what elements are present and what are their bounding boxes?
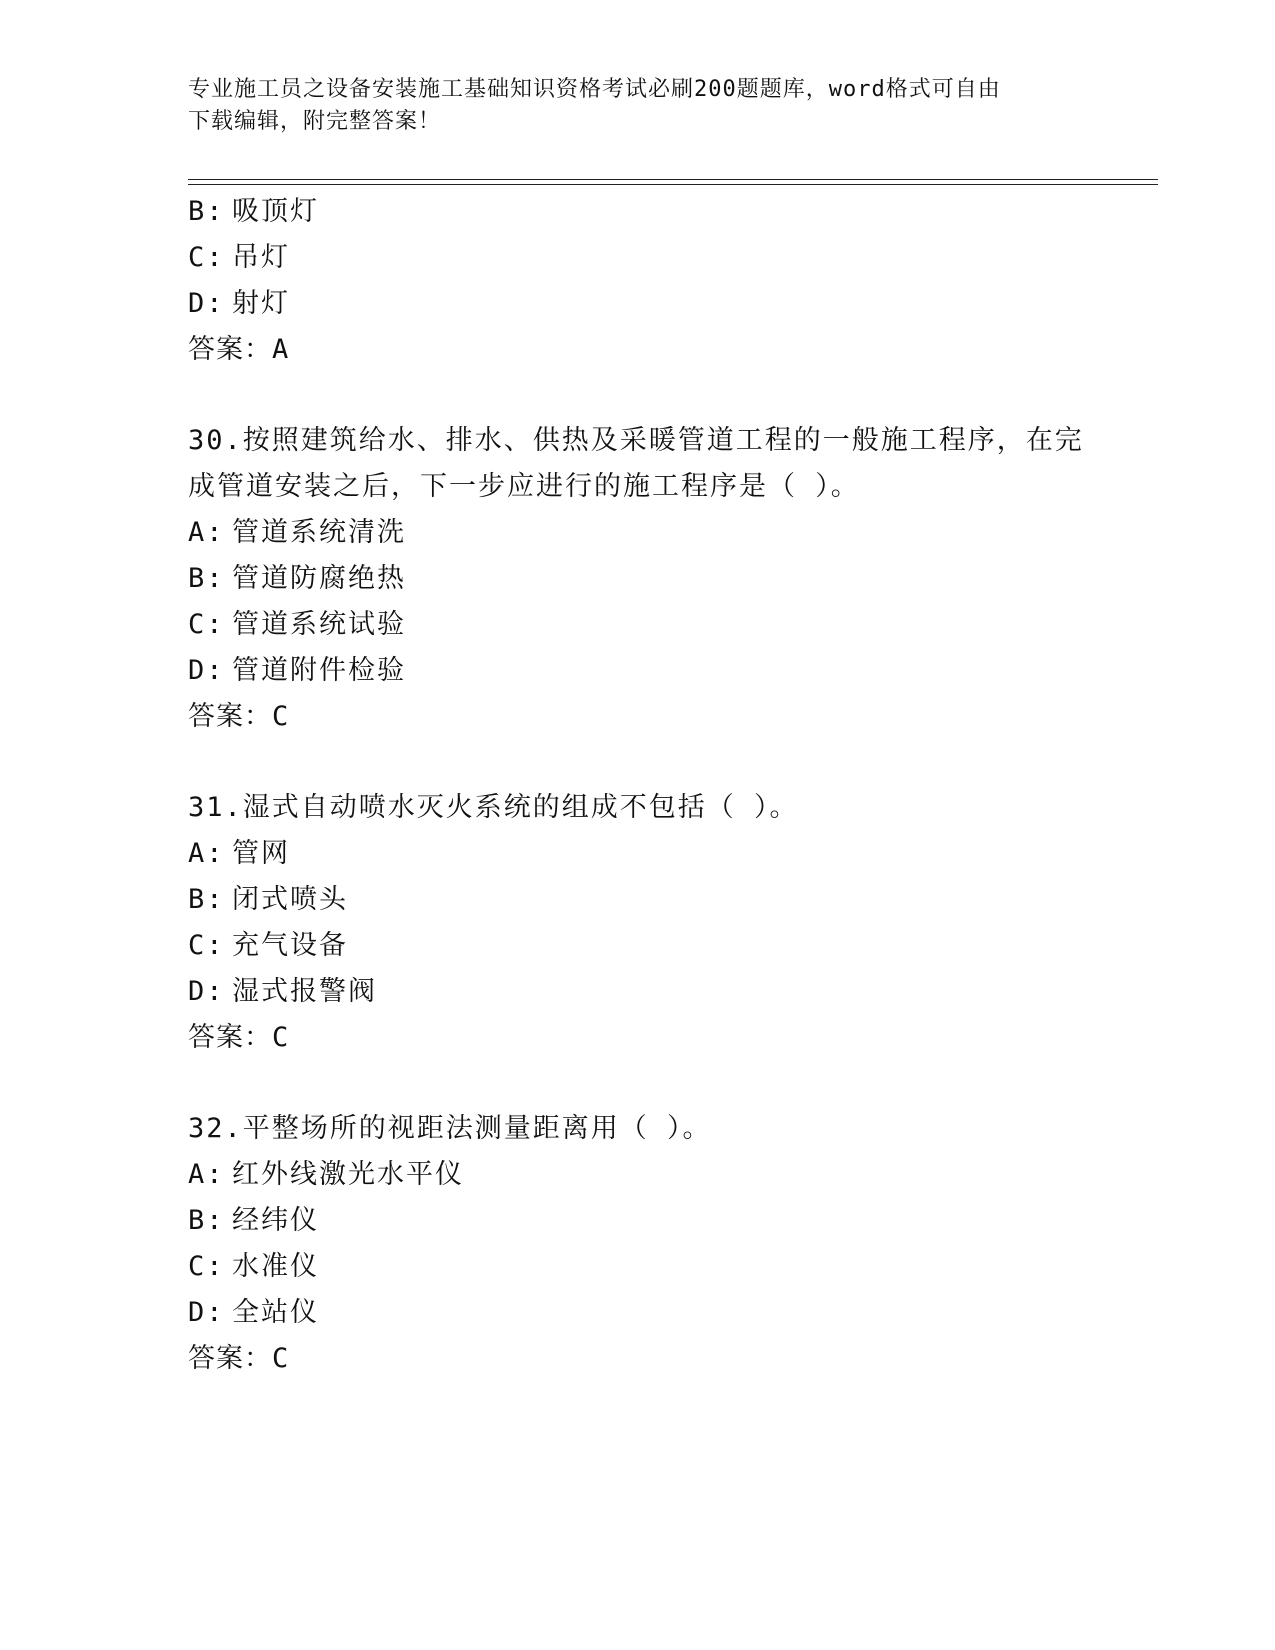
option-c: C: 管道系统试验 xyxy=(188,609,406,640)
answer: 答案：C xyxy=(188,701,290,732)
option-d: D: 射灯 xyxy=(188,288,290,319)
option-c: C: 吊灯 xyxy=(188,242,290,273)
answer: 答案：C xyxy=(188,1022,290,1053)
question-text: 32.平整场所的视距法测量距离用（ ）。 xyxy=(188,1113,712,1144)
header-divider-bottom xyxy=(188,184,1158,185)
option-d: D: 湿式报警阀 xyxy=(188,976,377,1007)
question-text-line-1: 30.按照建筑给水、排水、供热及采暖管道工程的一般施工程序，在完 xyxy=(188,425,1084,456)
option-c: C: 水准仪 xyxy=(188,1251,319,1282)
option-c: C: 充气设备 xyxy=(188,930,348,961)
question-32 xyxy=(188,1106,1158,1382)
question-31 xyxy=(188,785,1158,1061)
option-d: D: 管道附件检验 xyxy=(188,655,406,686)
answer: 答案：C xyxy=(188,1343,290,1374)
question-text: 31.湿式自动喷水灭火系统的组成不包括（ ）。 xyxy=(188,792,799,823)
question-list xyxy=(188,189,1158,1382)
document-header xyxy=(188,74,1088,138)
question-29-continuation xyxy=(188,189,1158,373)
option-d: D: 全站仪 xyxy=(188,1297,319,1328)
answer: 答案：A xyxy=(188,334,290,365)
option-b: B: 经纬仪 xyxy=(188,1205,319,1236)
option-a: A: 红外线激光水平仪 xyxy=(188,1159,464,1190)
option-a: A: 管网 xyxy=(188,838,290,869)
option-b: B: 闭式喷头 xyxy=(188,884,348,915)
question-30 xyxy=(188,418,1158,740)
option-b: B: 管道防腐绝热 xyxy=(188,563,406,594)
question-text-line-2: 成管道安装之后，下一步应进行的施工程序是（ ）。 xyxy=(188,471,860,502)
header-line-1: 专业施工员之设备安装施工基础知识资格考试必刷200题题库，word格式可自由 xyxy=(188,77,1001,102)
option-b: B: 吸顶灯 xyxy=(188,196,319,227)
header-line-2: 下载编辑，附完整答案！ xyxy=(188,109,442,134)
option-a: A: 管道系统清洗 xyxy=(188,517,406,548)
header-divider-top xyxy=(188,179,1158,180)
